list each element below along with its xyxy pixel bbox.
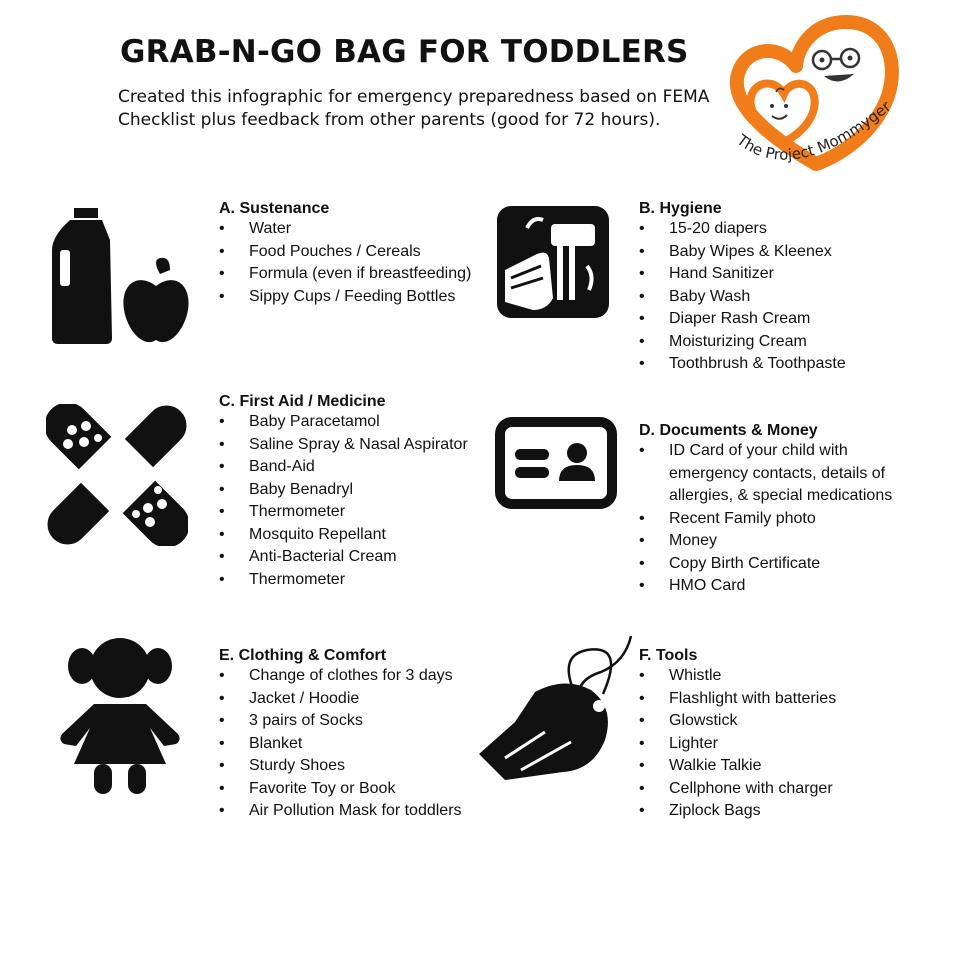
section-first-aid xyxy=(219,393,499,591)
heart-family-logo xyxy=(724,14,910,200)
list-item: • 15-20 diapers xyxy=(639,218,919,241)
list-item: • Food Pouches / Cereals xyxy=(219,241,499,264)
list-item: • Moisturizing Cream xyxy=(639,331,919,354)
section-hygiene xyxy=(639,200,919,376)
list-item: • Water xyxy=(219,218,499,241)
list-item: • Air Pollution Mask for toddlers xyxy=(219,800,499,823)
list-item: • Walkie Talkie xyxy=(639,755,919,778)
list-item: • Recent Family photo xyxy=(639,508,919,531)
list-item: • Baby Wipes & Kleenex xyxy=(639,241,919,264)
list-item: • Copy Birth Certificate xyxy=(639,553,919,576)
logo-text: The Project Mommyger xyxy=(733,97,895,164)
page-subtitle xyxy=(118,86,718,132)
list-item: • Thermometer xyxy=(219,501,499,524)
list-item: • Band-Aid xyxy=(219,456,499,479)
list-item: • Anti-Bacterial Cream xyxy=(219,546,499,569)
bandage-icon xyxy=(46,404,188,546)
list-item: • Flashlight with batteries xyxy=(639,688,919,711)
subtitle-line-1: Created this infographic for emergency preparedness based on FEMA xyxy=(118,87,710,107)
hand-washing-icon xyxy=(497,206,609,318)
list-item: • Jacket / Hoodie xyxy=(219,688,499,711)
section-heading: E. Clothing & Comfort xyxy=(219,647,387,664)
list-item: • Saline Spray & Nasal Aspirator xyxy=(219,434,499,457)
section-clothing xyxy=(219,647,499,823)
list-item: • Sturdy Shoes xyxy=(219,755,499,778)
subtitle-line-2: Checklist plus feedback from other parents (good for 72 hours). xyxy=(118,110,661,130)
list-item: • ID Card of your child with emergency contacts, details of allergies, & special medications xyxy=(639,440,919,508)
list-item: • Ziplock Bags xyxy=(639,800,919,823)
section-heading: D. Documents & Money xyxy=(639,422,818,439)
section-heading: B. Hygiene xyxy=(639,200,722,217)
list-item: • Glowstick xyxy=(639,710,919,733)
list-item: • Cellphone with charger xyxy=(639,778,919,801)
list-item: • Hand Sanitizer xyxy=(639,263,919,286)
list-item: • Favorite Toy or Book xyxy=(219,778,499,801)
section-heading: C. First Aid / Medicine xyxy=(219,393,386,410)
list-item: • Thermometer xyxy=(219,569,499,592)
list-item: • Whistle xyxy=(639,665,919,688)
list-item: • Mosquito Repellant xyxy=(219,524,499,547)
bottle-apple-icon xyxy=(48,206,194,346)
list-item: • Diaper Rash Cream xyxy=(639,308,919,331)
list-item: • HMO Card xyxy=(639,575,919,598)
list-item: • 3 pairs of Socks xyxy=(219,710,499,733)
list-item: • Baby Paracetamol xyxy=(219,411,499,434)
section-heading: F. Tools xyxy=(639,647,698,664)
list-item: • Blanket xyxy=(219,733,499,756)
section-tools xyxy=(639,647,919,823)
list-item: • Formula (even if breastfeeding) xyxy=(219,263,499,286)
section-sustenance xyxy=(219,200,499,308)
list-item: • Lighter xyxy=(639,733,919,756)
section-heading: A. Sustenance xyxy=(219,200,330,217)
list-item: • Baby Benadryl xyxy=(219,479,499,502)
page-title: GRAB-N-GO BAG FOR TODDLERS xyxy=(120,34,689,70)
list-item: • Toothbrush & Toothpaste xyxy=(639,353,919,376)
section-documents xyxy=(639,422,919,598)
toddler-girl-icon xyxy=(60,638,180,796)
list-item: • Change of clothes for 3 days xyxy=(219,665,499,688)
list-item: • Baby Wash xyxy=(639,286,919,309)
id-card-icon xyxy=(495,417,617,509)
list-item: • Money xyxy=(639,530,919,553)
list-item: • Sippy Cups / Feeding Bottles xyxy=(219,286,499,309)
whistle-icon xyxy=(475,632,635,788)
